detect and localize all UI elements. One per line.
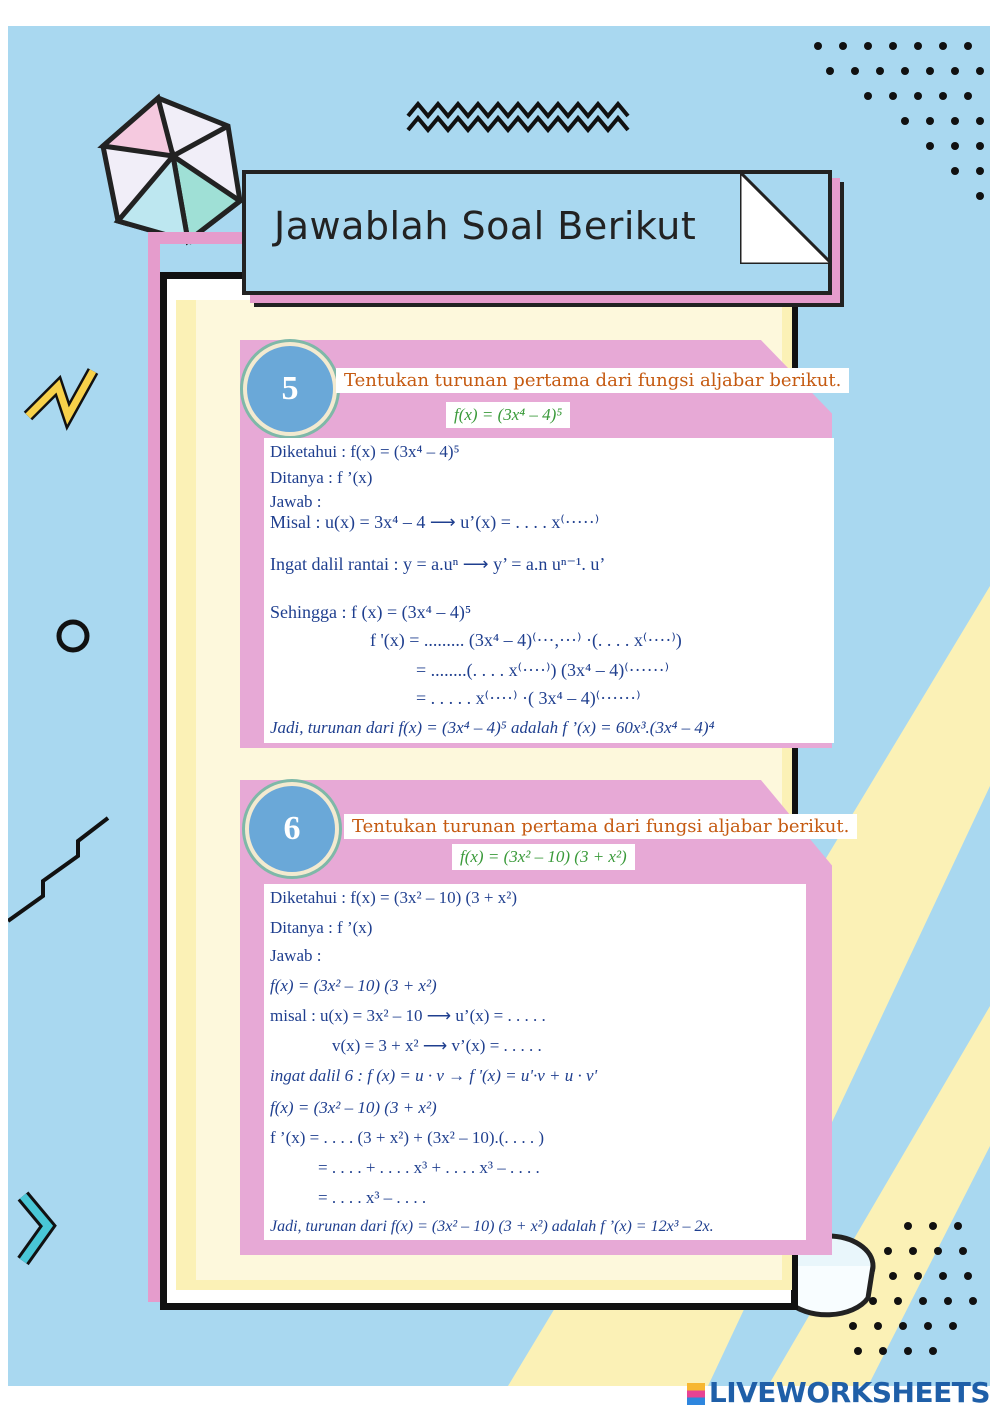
answer-conclusion: Jadi, turunan dari f(x) = (3x⁴ – 4)⁵ adalah f ’(x) = 60x³.(3x⁴ – 4)⁴ (270, 718, 715, 737)
answer-line: = . . . . . x⁽····⁾ ·( 3x⁴ – 4)⁽······⁾ (416, 688, 641, 708)
answer-line: = ........(. . . . x⁽····⁾) (3x⁴ – 4)⁽······⁾ (416, 660, 670, 680)
answer-line: Ingat dalil rantai : y = a.uⁿ ⟶ y’ = a.n uⁿ⁻¹. u’ (270, 554, 606, 574)
question-function-6: f(x) = (3x² – 10) (3 + x²) (452, 844, 635, 870)
answer-line: v(x) = 3 + x² ⟶ v’(x) = . . . . . (332, 1036, 542, 1055)
answer-conclusion: Jadi, turunan dari f(x) = (3x² – 10) (3 + x²) adalah f ’(x) = 12x³ – 2x. (270, 1218, 714, 1235)
answer-line: Diketahui : f(x) = (3x⁴ – 4)⁵ (270, 442, 460, 461)
answer-line: f ’(x) = . . . . (3 + x²) + (3x² – 10).(. . . . ) (270, 1128, 545, 1147)
answer-line: f(x) = (3x² – 10) (3 + x²) (270, 976, 437, 995)
question-number-5: 5 (243, 342, 337, 436)
liveworksheets-logo (687, 1376, 990, 1409)
question-number-6: 6 (245, 782, 339, 876)
answer-line: Diketahui : f(x) = (3x² – 10) (3 + x²) (270, 888, 518, 907)
logo-icon (687, 1383, 705, 1405)
answer-line: ingat dalil 6 : f (x) = u · v → f '(x) = u'·v + u · v' (270, 1066, 598, 1085)
answer-line: Jawab : (270, 492, 322, 511)
answer-line: Sehingga : f (x) = (3x⁴ – 4)⁵ (270, 602, 472, 622)
question-prompt-5: Tentukan turunan pertama dari fungsi aljabar berikut. (336, 368, 849, 393)
answer-line: Ditanya : f ’(x) (270, 468, 373, 487)
answer-line: Misal : u(x) = 3x⁴ – 4 ⟶ u’(x) = . . . . x⁽·····⁾ (270, 512, 600, 532)
title-corner-fold (740, 172, 832, 264)
question-prompt-6: Tentukan turunan pertama dari fungsi aljabar berikut. (344, 814, 857, 839)
answer-line: = . . . . x³ – . . . . (318, 1188, 427, 1207)
answer-box-6 (264, 884, 806, 1240)
answer-box-5 (264, 438, 834, 743)
page-title: Jawablah Soal Berikut (274, 204, 697, 248)
question-function-5: f(x) = (3x⁴ – 4)⁵ (446, 402, 570, 428)
answer-line: f '(x) = ......... (3x⁴ – 4)⁽···,···⁾ ·(. . . . x⁽····⁾) (370, 630, 682, 650)
answer-line: f(x) = (3x² – 10) (3 + x²) (270, 1098, 437, 1117)
answer-line: Jawab : (270, 946, 322, 965)
logo-text: LIVEWORKSHEETS (708, 1376, 990, 1409)
answer-line: Ditanya : f ’(x) (270, 918, 373, 937)
answer-line: = . . . . + . . . . x³ + . . . . x³ – . . . . (318, 1158, 540, 1177)
answer-line: misal : u(x) = 3x² – 10 ⟶ u’(x) = . . . . . (270, 1006, 546, 1025)
